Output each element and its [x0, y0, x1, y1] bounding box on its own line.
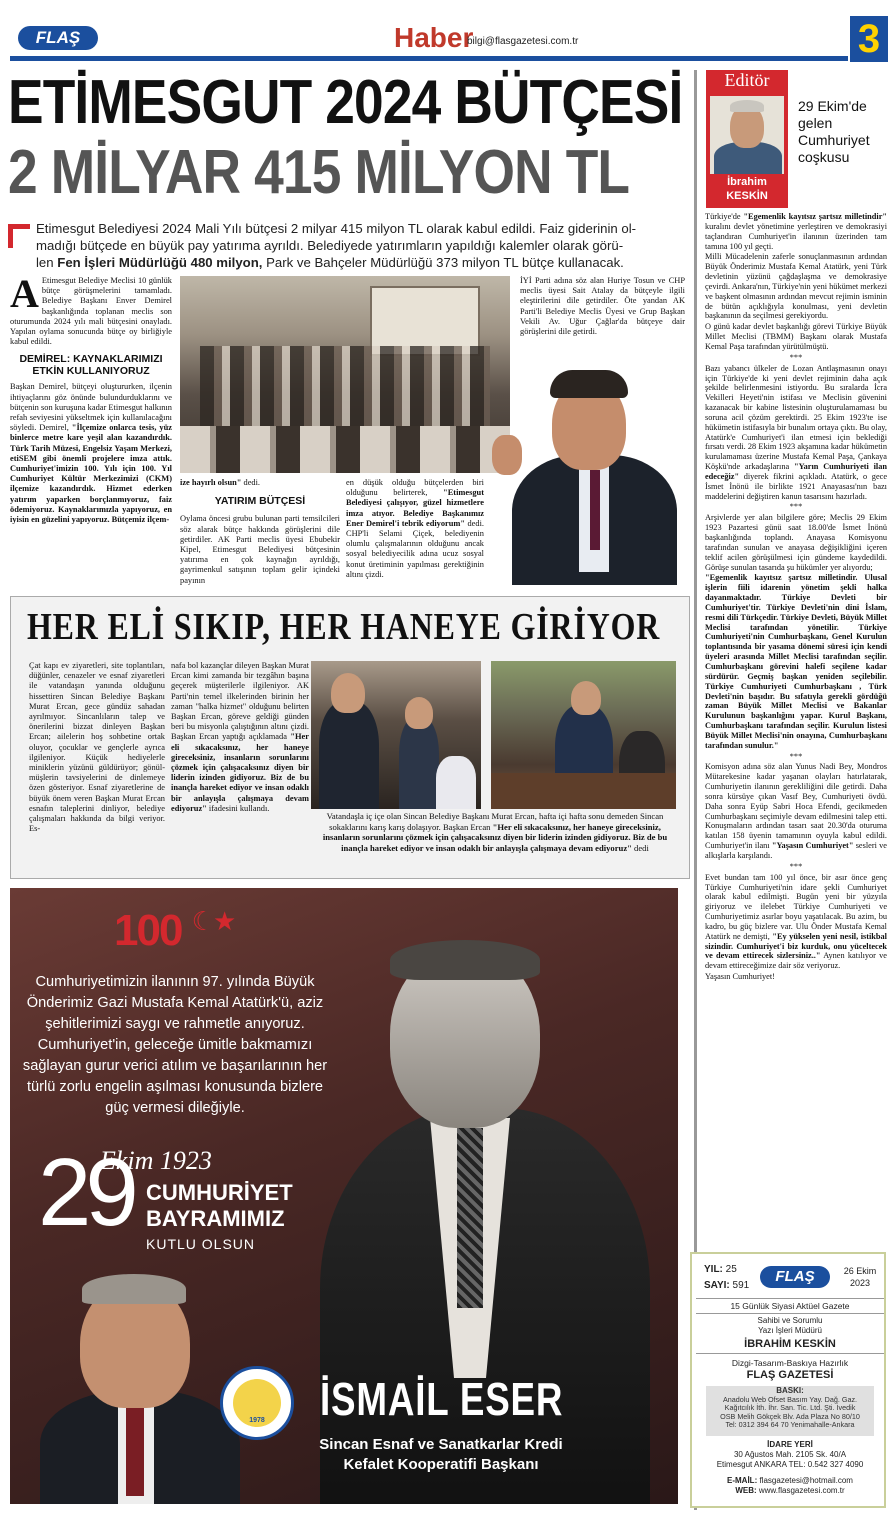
editor-p8c: Aynen katılıyor ve devam ettireceğimize dair söz veriyoruz.: [705, 951, 887, 971]
main-col2-start: [180, 478, 340, 488]
main-col3-a: en düşük olduğu bütçelerden biri olduğunu belirterek,: [346, 478, 484, 498]
issue-value: 591: [732, 1280, 750, 1291]
masthead-date-2: 2023: [849, 1278, 871, 1288]
lead-line-3a: len: [36, 255, 58, 270]
print-1: Anadolu Web Ofset Basım Yay. Dağ. Gaz.: [722, 1394, 858, 1404]
editor-p6b: "Egemenlik kayıtsız şartsız milletindir. Ulusal işlerin fiili idarenin yönetim şekli halka dayanmaktadır. Türkiye Devleti bir Cumhuriyet'tir. Türkiye Devleti'nin dini İslam, resmi dili Türkçedir. Türkiye Devleti, Büyük Millet Meclisi tarafından yönetilir. Türkiye Cumhuriyeti'nin Cumhurbaşkanı, Genel Kurulun toplantısında bir yasama dönemi süresi için kendi üyeleri arasında Millet Meclisi tarafından seçilir. Cumhurbaşkanı görevini halefi seçilene kadar sürdürür. Geçmiş başkan yeniden seçilebilir. Türkiye Cumhuriyeti Cumhurbaşkanı , Türk Devleti'nin başıdır. Bu sıfatıyla gerekli gördüğü zaman Büyük Millet Meclisi ve Bakanlar Kurulunun başkanlığını yapar. Kurul Başkanı, Cumhurbaşkanı tarafından seçilir. Kurulun listesi Büyük Millet Meclisi'nin onayına, Cumhurbaşkanı tarafından sunulur.": [705, 573, 887, 750]
main-body-1b: "İlçemize onlarca tesis, yüz binlerce metre kare yeşil alan kazandırdık. Türk Tarih Müzesi, Engelsiz Yaşam Merkezi, etiSEM gibi önemli projelere imza attık. Cumhuriyet'imizin 100. Yılı için 100. Yıl Cumhuriyet Kültür Merkezimizi (CKM) ilçemize kazandırdık. Hizmet ederken yatırım yaparken borçlanmıyoruz, faiz ödemiyoruz. Kaynaklarımızla yapıyoruz, en iyisin en güzelini yapıyoruz. Bütçemiz ilçem-: [10, 423, 172, 525]
header-rule: [10, 56, 848, 61]
design-label: Dizgi-Tasarım-Baskıya Hazırlık: [731, 1358, 849, 1368]
drop-cap: A: [10, 271, 39, 316]
main-intro: Etimesgut Belediye Meclisi 10 günlük bütçe görüşmelerini tamamladı. Belediye Başkanı Enver Demirel başkanlığında toplanan meclis son oturumunda 2024 yılı mali bütçesini onayladı. Yapılan oylama sonucunda bütçe oy birliğiyle kabul edildi.: [10, 276, 172, 347]
email-label: E-MAİL:: [727, 1476, 758, 1485]
ercan-caption-a: Vatandaşla iç içe olan Sincan Belediye Başkanı Murat Ercan, hafta içi hafta sonu demeden Sincan sokaklarını karış karış dolaşıyor. Başkan Ercan: [326, 811, 664, 832]
editor-p7c: sesleri ve alkışlarla karşılandı.: [705, 841, 887, 860]
editor-label: Editör: [724, 70, 770, 90]
main-subhead-1: DEMİREL: KAYNAKLARIMIZI ETKİN KULLANIYORUZ: [19, 353, 163, 378]
editor-sep-1: ***: [789, 352, 803, 362]
editor-p3: O günü kadar devlet başkanlığı görevi Türkiye Büyük Millet Meclisi (TBMM) Başkanı olarak Mustafa Kemal Paşa tarafından yürütülmüştü.: [705, 322, 887, 351]
ad-title-1: Sincan Esnaf ve Sanatkarlar Kredi: [319, 1436, 563, 1453]
web-label: WEB:: [735, 1486, 757, 1495]
main-body-1: [10, 382, 172, 525]
main-col3-p: [346, 478, 484, 580]
print-label: BASKI:: [776, 1386, 804, 1395]
editor-first-name: İbrahim: [727, 176, 767, 188]
centennial-logo: [114, 906, 234, 956]
editor-p4: [705, 364, 887, 502]
owner-label-1: Sahibi ve Sorumlu: [757, 1316, 823, 1325]
centennial-text: 100: [114, 906, 182, 955]
ercan-col-1: Çat kapı ev ziyaretleri, site toplantıları, düğünler, cenazeler ve esnaf ziyaretleri ile vatandaşın yanında olduğunu hissettiren Sincan Belediye Başkanı Murat Ercan, gece gündüz sahadan ayrılmıyor. Sincanlıların talep ve önerilerini bizzat dinleyen Başkan Ercan; ailelerin hoş sohbetine ortak oluyor, çocuklar ve gençlerle ayrıca ilgileniyor. Küçük hediyelerle miniklerin yüzünü güldürüyor; gönülmüşlerin tavsiyelerini de dinlemeye özen gösteriyor. Esnaf ziyaretlerine de büyük önem veren Başkan Murat Ercan esnafın taleplerini dinliyor, belediye çalışmaları hakkında da bilgi veriyor. Es-: [29, 661, 165, 834]
section-label: Haber: [394, 22, 474, 53]
lead-paragraph: [36, 220, 688, 271]
page-header: [0, 0, 895, 66]
masthead-issue: [704, 1280, 749, 1291]
print-box: [706, 1386, 874, 1436]
main-col3-c: dedi. CHP'li Selami Çiçek, belediyenin olumlu çalışmalarının olduğunu ancak sosyal belediyecilik adına ucuz sosyal konut üretiminin yapılması gerektiğinin altını çizdi.: [346, 518, 484, 579]
issue-label: SAYI:: [704, 1280, 730, 1291]
ad-line-1: CUMHURİYET: [146, 1180, 293, 1205]
cooperative-seal: [220, 1366, 294, 1440]
main-subhead-2: YATIRIM BÜTÇESİ: [214, 495, 306, 508]
masthead-logo: [760, 1266, 830, 1288]
masthead-email[interactable]: [696, 1476, 884, 1485]
ad-name: İSMAİL ESER: [320, 1373, 564, 1425]
masthead-year: [704, 1264, 737, 1275]
council-meeting-photo: [180, 276, 510, 473]
ad-message: Cumhuriyetimizin ilanının 97. yılında Büyük Önderimiz Gazi Mustafa Kemal Atatürk'ü, aziz şehitlerimizi saygı ve rahmetle anıyoruz. Cumhuriyet'in, geleceğe ümitle bakmamızı sağlayan gurur verici atılım ve başarılarının her türlü zorlu engelin aşılması konusunda bizlere güç vermesi dileğiyle.: [22, 974, 328, 1116]
office-2: Etimesgut ANKARA TEL: 0.542 327 4090: [716, 1460, 864, 1469]
seal-year: 1978: [249, 1417, 265, 1424]
crescent-star-icon: ☾★: [191, 906, 235, 936]
ercan-photo-1: [311, 661, 481, 809]
page-number: 3: [850, 16, 888, 62]
main-body-1a: Başkan Demirel, bütçeyi oluştururken, ilçenin ihtiyaçlarını göz önünde bulundurduklarını ve bütçenin son kuruşuna kadar Etimesgut halkının refah seviyesini yükseltmek için kullanılacağını söyledi. Demirel,: [10, 382, 172, 433]
editor-photo: [710, 96, 784, 174]
lead-line-1: Etimesgut Belediyesi 2024 Mali Yılı bütçesi 2 milyar 415 milyon TL olarak kabul edildi. Faiz giderinin ol-: [36, 221, 637, 236]
ercan-caption-b: "Her eli sıkacaksınız, her haneye gireceksiniz, insanların sorunlarını çözmek için çalışacaksınız diyen bir liderin izinden gidiyoruz. Biz de bu inançla hareket ediyor ve insan odaklı bir anlayışla çalışmaya devam ediyoruz": [322, 821, 668, 853]
header-logo-text: FLAŞ: [35, 28, 81, 47]
main-col-1: [10, 271, 172, 526]
editor-p8b: "Ey yükselen yeni nesil, istikbal sizindir. Cumhuriyet'i biz kurduk, onu yüceltecek ve devam ettirecek sizlersiniz..": [705, 931, 887, 961]
editor-p6: [705, 573, 887, 750]
editor-p7a: Komisyon adına söz alan Yunus Nadi Bey, Mondros Mütarekesine kadar yaşanan olayları hatırlatarak, Cumhuriyetin ilanının gerekliliğini dile getirdi. Daha sonra kürsüye çıkan Vasıf Bey, Cumhuriyeti övdü. Daha sonra Eyüp Sabri Hoca Efendi, gecikmeden Cumhurbaşkanı seçimiyle devam edilmesini talep etti. Konuşmaların ardından tasarı saat 20.30'da oturuma katılan 158 üyenin tamamının oyuyla kabul edildi. Cumhuriyet'in ilanı: [705, 762, 887, 851]
ercan-photo-2: [491, 661, 676, 809]
owner-name: İBRAHİM KESKİN: [696, 1338, 884, 1354]
ad-line-2: BAYRAMIMIZ: [146, 1206, 285, 1231]
print-3: OSB Melih Gökçek Blv. Ada Plaza No 80/10: [720, 1411, 860, 1421]
ercan-headline: HER ELİ SIKIP, HER HANEYE GİRİYOR: [27, 606, 661, 648]
year-value: 25: [725, 1264, 737, 1275]
main-headline-line1: ETİMESGUT 2024 BÜTÇESİ: [8, 68, 683, 137]
editor-p9: Yaşasın Cumhuriyet!: [705, 972, 775, 982]
print-4: Tel: 0312 394 64 70 Yenimahalle-Ankara: [725, 1420, 855, 1430]
main-col3-b: "Etimesgut Belediyesi çalışıyor, güzel hizmetlere imza atıyor. Belediye Başkanımız Ener Demirel'i tebrik ediyorum": [346, 488, 484, 528]
ad-title-2: Kefalet Kooperatifi Başkanı: [343, 1456, 539, 1473]
main-side-text: İYİ Parti adına söz alan Huriye Tosun ve CHP meclis üyesi Sait Atalay da bütçeyle ilgili eleştirilerini dile getirdiler. Öte yandan AK Parti'li Belediye Meclis Üyesi ve Grup Başkan Vekili Av. Uğur Çağlar'da bütçeye dair görüşlerini dile getirdi.: [520, 276, 685, 337]
office-label: İDARE YERİ: [767, 1440, 813, 1449]
editor-p1a: Türkiye'de: [705, 212, 744, 221]
masthead-web[interactable]: [696, 1486, 884, 1495]
header-logo: [18, 26, 98, 50]
main-col2-start-tail: dedi.: [241, 478, 261, 487]
ercan-story-box: [10, 596, 690, 879]
ercan-col2-b: "Her eli sıkacaksınız, her haneye gireceksiniz, insanların sorunlarını çözmek için çalışacaksınız diyen bir liderin izinden gidiyoruz. Biz de bu inançla hareket ediyor ve insan odaklı bir anlayışla çalışmaya devam ediyoruz": [171, 732, 309, 813]
republic-day-ad: [10, 888, 678, 1504]
editor-column-body: [705, 212, 887, 983]
office-1: 30 Ağustos Mah. 2105 Sk. 40/A: [733, 1450, 847, 1459]
masthead-date-1: 26 Ekim: [843, 1266, 877, 1276]
ercan-caption-c: dedi: [631, 842, 649, 853]
editor-p1b: "Egemenlik kayıtsız şartsız milletindir": [743, 212, 887, 221]
year-label: YIL:: [704, 1264, 723, 1275]
editor-p5: Arşivlerde yer alan bilgilere göre; Meclis 29 Ekim 1923 Pazartesi günü saat 18.00'de İsmet İnönü başkanlığında toplandı. Anayasa Komisyonu tarafından sunulan ve anayasa değişikliğini içeren teklif acilen görüşülmesi için gündeme kaydedildi. Görüşe sunulan tasarıda şu hükümler yer alıyordu;: [705, 513, 887, 572]
editor-sep-2: ***: [789, 502, 803, 512]
lead-line-3: [36, 254, 688, 271]
ercan-col2-a: nafa bol kazançlar dileyen Başkan Murat Ercan kimi zamanda bir tezgâhın başına geçerek müşterilerle ilgileniyor. AK Parti'nin temel ilkelerinden birinin her zaman "halka hizmet" olduğunu belirten Başkan Ercan, göreve geldiği günden beri bu misyonla çalıştığının altını çizdi. Başkan Ercan yaptığı açıklamada: [171, 661, 309, 742]
lead-line-2: madığı bütçede en büyük pay yatırıma ayrıldı. Belediyede yatırımların yapıldığı kalemler olarak görü-: [36, 238, 624, 253]
lead-line-3c: Park ve Bahçeler Müdürlüğü 373 milyon TL bütçe kullanacak.: [262, 255, 624, 270]
editor-p2: Milli Mücadelenin zaferle sonuçlanmasının ardından Büyük Önderimiz Mustafa Kemal Atatürk, yeni Türk devletinin yüzünü çağdaşlaşma ve demokrasiye çevirdi. Ankara'nın, Türkiye'nin yeni hükümet merkezi ve başkent olmasının ardından mevcut rejimin isminin de bütün açıklığıyla konulması, yeni devletin başkanının da seçilmesi gerekiyordu.: [705, 252, 887, 321]
editor-badge: [706, 70, 788, 208]
ercan-caption: [311, 811, 679, 853]
web-value[interactable]: www.flasgazetesi.com.tr: [758, 1486, 845, 1495]
ismail-eser-photo: [10, 1260, 260, 1504]
ercan-col2-c: ifadesini kullandı.: [206, 803, 270, 813]
editor-p1: [705, 212, 887, 251]
main-col-2: [180, 478, 340, 587]
ad-big-number: 29: [38, 1139, 133, 1246]
lead-marker: [8, 224, 30, 248]
editor-p7b: "Yaşasın Cumhuriyet": [771, 841, 854, 851]
editor-p7: [705, 762, 887, 860]
ad-line-3: KUTLU OLSUN: [146, 1236, 256, 1252]
main-headline-line2: 2 MİLYAR 415 MİLYON TL: [8, 138, 630, 207]
email-value[interactable]: flasgazetesi@hotmail.com: [759, 1476, 853, 1485]
lead-highlight: Fen İşleri Müdürlüğü 480 milyon,: [57, 255, 263, 270]
ad-date-script: Ekim 1923: [100, 1146, 212, 1175]
editor-column-title: 29 Ekim'de gelen Cumhuriyet coşkusu: [798, 98, 870, 165]
editor-p4b: "Yarın Cumhuriyeti ilan edeceğiz": [705, 462, 887, 481]
ercan-col-2: [171, 661, 309, 814]
print-2: Kağıtcılık İth. İhr. San. Tic. Ltd. Şti. İvedik: [724, 1403, 856, 1413]
editor-p8a: Evet bundan tam 100 yıl önce, bir asır önce genç Türkiye Cumhuriyeti'nin idare şekli Cumhuriyet olarak kabul edilmişti. Bugün yeni bir yüzyıla giriyoruz ve ilelebet Türkiye Cumhuriyeti ve Cumhuriyetimiz asırlar boyu yaşatılacak. Bu azim, bu kadro, bu güç bizlere var. Ulu Önder Mustafa Kemal Atatürk ne demişti,: [705, 872, 887, 941]
editor-sep-3: ***: [789, 751, 803, 761]
main-col2-body: Oylama öncesi grubu bulunan parti temsilcileri söz alarak bütçe hakkında görüşlerini dile getirdiler. AK Parti meclis üyesi Ebubekir Kipel, Etimesgut Belediyesi bütçesinin yatırıma en çok kaynağın ayrıldığı, gayrimenkul satışının toplam gelir içindeki payının: [180, 514, 340, 585]
owner-label-2: Yazı İşleri Müdürü: [758, 1326, 822, 1335]
editor-last-name: KESKİN: [726, 190, 768, 202]
masthead-subtitle: 15 Günlük Siyasi Aktüel Gazete: [696, 1298, 884, 1314]
editor-p4c: diyerek fikrini açıkladı. Atatürk, o gece İsmet İnönü ile birlikte 1921 Anayasası'nın bazı maddelerini değiştiren kanun tasarısını hazırladı.: [705, 471, 887, 501]
mayor-demirel-photo: [487, 360, 687, 585]
masthead-logo-text: FLAŞ: [775, 1268, 815, 1285]
editor-p4a: Bazı yabancı ülkeler de Lozan Antlaşmasının onayı için Türkiye'de ki yeni devlet rejiminin daha açık şekilde belirlenmesini istiyordu. Bu sıralarda İcra Vekilleri Heyeti'nin istifası ve Meclisin güvenini kazanacak bir kabine listesinin oluşturulamaması bu soruna acil çözüm gerektirdi. 25 Ekim 1923'te ise hükümetin istifasıyla bir bunalım ortaya çıktı. Bu olay, Atatürk'e Cumhuriyet'i ilan etmesi için beklediği fırsatı verdi. 28 Ekim 1923 akşamına kadar hükümetin kurulamaması üzerine Mustafa Kemal Paşa, Çankaya Köşkü'nde arkadaşlarına: [705, 363, 887, 472]
header-email[interactable]: bilgi@flasgazetesi.com.tr: [467, 36, 579, 47]
masthead-box: [690, 1252, 886, 1508]
editor-p1c: kuralını devlet yönetimine yerleştiren ve demokrasiyi taçlandıran Cumhuriyet'in ilanının üzerinden tam tamına 100 yıl geçti.: [705, 221, 887, 251]
editor-sep-4: ***: [789, 861, 803, 871]
main-col2-start-bold: ize hayırlı olsun": [180, 478, 242, 487]
design-name: FLAŞ GAZETESİ: [746, 1369, 834, 1381]
main-col-3: [346, 478, 484, 581]
editor-p8: [705, 873, 887, 971]
